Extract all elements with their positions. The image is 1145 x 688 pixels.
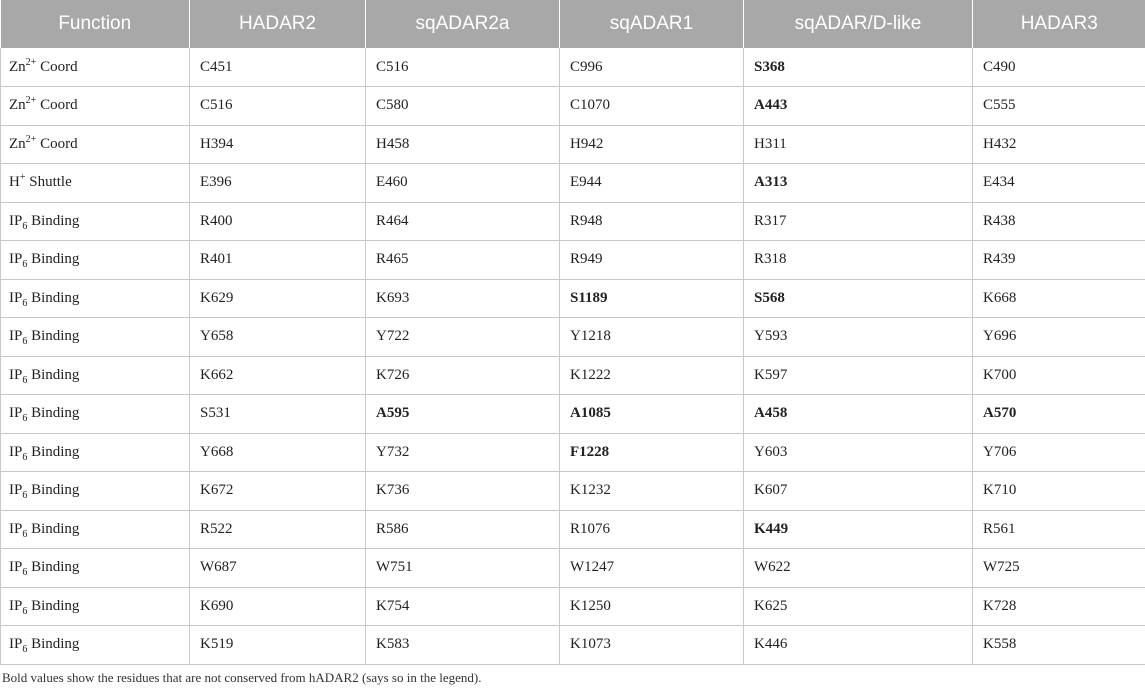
function-cell xyxy=(1,433,190,472)
sqadar2a-cell: R464 xyxy=(366,202,560,241)
table-row xyxy=(1,279,1145,318)
function-name: IP xyxy=(9,636,23,653)
sqadar2a-cell: K726 xyxy=(366,356,560,395)
sqadar-d-like-cell: A443 xyxy=(744,87,973,126)
function-name: IP xyxy=(9,251,23,268)
table-row xyxy=(1,510,1145,549)
function-cell xyxy=(1,356,190,395)
hadar3-cell: R438 xyxy=(973,202,1145,241)
sqadar1-cell: A1085 xyxy=(560,395,744,434)
hadar3-cell: A570 xyxy=(973,395,1145,434)
function-name: IP xyxy=(9,289,23,306)
sqadar-d-like-cell: K449 xyxy=(744,510,973,549)
function-subscript: 6 xyxy=(22,336,28,348)
function-cell xyxy=(1,472,190,511)
table-footnote: Bold values show the residues that are not conserved from hADAR2 (says so in the legend). xyxy=(2,670,482,685)
sqadar2a-cell: K583 xyxy=(366,626,560,665)
function-subscript: 6 xyxy=(22,413,28,425)
function-name: Zn xyxy=(9,97,26,114)
function-name: IP xyxy=(9,559,23,576)
function-cell xyxy=(1,202,190,241)
function-subscript: 6 xyxy=(22,451,28,463)
hadar3-cell: H432 xyxy=(973,125,1145,164)
function-name: IP xyxy=(9,328,23,345)
sqadar2a-cell: R465 xyxy=(366,241,560,280)
function-name: IP xyxy=(9,366,23,383)
header-sqadar2a: sqADAR2a xyxy=(366,0,560,48)
function-subscript: 6 xyxy=(22,297,28,309)
hadar2-cell: C451 xyxy=(190,48,366,87)
hadar2-cell: K519 xyxy=(190,626,366,665)
function-cell xyxy=(1,626,190,665)
function-label: Binding xyxy=(27,212,80,229)
function-superscript: 2+ xyxy=(25,95,37,107)
sqadar-d-like-cell: K446 xyxy=(744,626,973,665)
table-row xyxy=(1,318,1145,357)
function-label: Binding xyxy=(27,289,80,306)
sqadar2a-cell: H458 xyxy=(366,125,560,164)
hadar3-cell: C555 xyxy=(973,87,1145,126)
function-cell xyxy=(1,164,190,203)
hadar2-cell: Y668 xyxy=(190,433,366,472)
sqadar2a-cell: W751 xyxy=(366,549,560,588)
sqadar-d-like-cell: A458 xyxy=(744,395,973,434)
header-row xyxy=(1,0,1145,48)
function-label: Binding xyxy=(27,559,80,576)
sqadar2a-cell: E460 xyxy=(366,164,560,203)
function-cell xyxy=(1,318,190,357)
function-label: Binding xyxy=(27,251,80,268)
sqadar-d-like-cell: Y593 xyxy=(744,318,973,357)
hadar3-cell: Y696 xyxy=(973,318,1145,357)
hadar3-cell: W725 xyxy=(973,549,1145,588)
table-row xyxy=(1,549,1145,588)
hadar2-cell: W687 xyxy=(190,549,366,588)
sqadar-d-like-cell: K607 xyxy=(744,472,973,511)
hadar3-cell: K558 xyxy=(973,626,1145,665)
sqadar2a-cell: Y732 xyxy=(366,433,560,472)
sqadar1-cell: H942 xyxy=(560,125,744,164)
header-hadar2: HADAR2 xyxy=(190,0,366,48)
sqadar1-cell: K1250 xyxy=(560,587,744,626)
sqadar1-cell: R949 xyxy=(560,241,744,280)
table-row xyxy=(1,202,1145,241)
function-label: Binding xyxy=(27,443,80,460)
function-superscript: 2+ xyxy=(25,56,37,68)
sqadar2a-cell: Y722 xyxy=(366,318,560,357)
header-hadar3: HADAR3 xyxy=(973,0,1145,48)
sqadar2a-cell: R586 xyxy=(366,510,560,549)
function-cell xyxy=(1,241,190,280)
function-name: IP xyxy=(9,520,23,537)
function-cell xyxy=(1,549,190,588)
function-name: IP xyxy=(9,597,23,614)
sqadar-d-like-cell: Y603 xyxy=(744,433,973,472)
function-subscript: 6 xyxy=(22,490,28,502)
sqadar-d-like-cell: R318 xyxy=(744,241,973,280)
function-subscript: 6 xyxy=(22,644,28,656)
hadar2-cell: Y658 xyxy=(190,318,366,357)
hadar2-cell: R400 xyxy=(190,202,366,241)
header-sqadar-d-like: sqADAR/D-like xyxy=(744,0,973,48)
table-row xyxy=(1,87,1145,126)
function-cell xyxy=(1,279,190,318)
hadar2-cell: K690 xyxy=(190,587,366,626)
function-label: Binding xyxy=(27,366,80,383)
function-name: Zn xyxy=(9,58,26,75)
hadar3-cell: R439 xyxy=(973,241,1145,280)
sqadar-d-like-cell: K597 xyxy=(744,356,973,395)
sqadar2a-cell: K693 xyxy=(366,279,560,318)
hadar2-cell: R522 xyxy=(190,510,366,549)
function-label: Binding xyxy=(27,520,80,537)
function-subscript: 6 xyxy=(22,567,28,579)
sqadar1-cell: K1232 xyxy=(560,472,744,511)
hadar2-cell: E396 xyxy=(190,164,366,203)
table-row xyxy=(1,433,1145,472)
function-cell xyxy=(1,395,190,434)
table-body xyxy=(1,48,1145,664)
sqadar2a-cell: C580 xyxy=(366,87,560,126)
sqadar1-cell: R948 xyxy=(560,202,744,241)
function-cell xyxy=(1,48,190,87)
sqadar1-cell: E944 xyxy=(560,164,744,203)
table-row xyxy=(1,164,1145,203)
sqadar2a-cell: K754 xyxy=(366,587,560,626)
hadar2-cell: S531 xyxy=(190,395,366,434)
sqadar2a-cell: A595 xyxy=(366,395,560,434)
function-name: IP xyxy=(9,482,23,499)
function-label: Binding xyxy=(27,482,80,499)
hadar2-cell: K672 xyxy=(190,472,366,511)
function-name: IP xyxy=(9,405,23,422)
hadar2-cell: K629 xyxy=(190,279,366,318)
sqadar1-cell: K1222 xyxy=(560,356,744,395)
function-subscript: 6 xyxy=(22,374,28,386)
function-superscript: + xyxy=(19,172,26,184)
sqadar2a-cell: C516 xyxy=(366,48,560,87)
table-row xyxy=(1,472,1145,511)
hadar3-cell: K700 xyxy=(973,356,1145,395)
sqadar1-cell: Y1218 xyxy=(560,318,744,357)
function-name: IP xyxy=(9,212,23,229)
table-row xyxy=(1,395,1145,434)
table-row xyxy=(1,241,1145,280)
sqadar-d-like-cell: S368 xyxy=(744,48,973,87)
sqadar-d-like-cell: H311 xyxy=(744,125,973,164)
sqadar-d-like-cell: S568 xyxy=(744,279,973,318)
sqadar1-cell: K1073 xyxy=(560,626,744,665)
function-cell xyxy=(1,587,190,626)
function-label: Shuttle xyxy=(25,174,72,191)
table-row xyxy=(1,125,1145,164)
function-subscript: 6 xyxy=(22,528,28,540)
sqadar1-cell: C1070 xyxy=(560,87,744,126)
hadar3-cell: K710 xyxy=(973,472,1145,511)
sqadar1-cell: F1228 xyxy=(560,433,744,472)
hadar2-cell: K662 xyxy=(190,356,366,395)
function-cell xyxy=(1,125,190,164)
function-subscript: 6 xyxy=(22,605,28,617)
hadar2-cell: H394 xyxy=(190,125,366,164)
function-label: Binding xyxy=(27,597,80,614)
function-label: Coord xyxy=(36,135,78,152)
sqadar-d-like-cell: R317 xyxy=(744,202,973,241)
hadar2-cell: C516 xyxy=(190,87,366,126)
hadar3-cell: R561 xyxy=(973,510,1145,549)
sqadar-d-like-cell: K625 xyxy=(744,587,973,626)
function-subscript: 6 xyxy=(22,259,28,271)
hadar3-cell: K668 xyxy=(973,279,1145,318)
header-sqadar1: sqADAR1 xyxy=(560,0,744,48)
hadar3-cell: K728 xyxy=(973,587,1145,626)
hadar2-cell: R401 xyxy=(190,241,366,280)
sqadar1-cell: R1076 xyxy=(560,510,744,549)
hadar3-cell: E434 xyxy=(973,164,1145,203)
function-label: Binding xyxy=(27,636,80,653)
table-row xyxy=(1,48,1145,87)
function-name: Zn xyxy=(9,135,26,152)
header-function: Function xyxy=(1,0,190,48)
function-label: Binding xyxy=(27,328,80,345)
function-superscript: 2+ xyxy=(25,133,37,145)
function-name: H xyxy=(9,174,20,191)
function-cell xyxy=(1,87,190,126)
hadar3-cell: Y706 xyxy=(973,433,1145,472)
function-cell xyxy=(1,510,190,549)
function-label: Coord xyxy=(36,97,78,114)
sqadar-d-like-cell: A313 xyxy=(744,164,973,203)
sqadar1-cell: C996 xyxy=(560,48,744,87)
sqadar-d-like-cell: W622 xyxy=(744,549,973,588)
function-label: Coord xyxy=(36,58,78,75)
function-subscript: 6 xyxy=(22,220,28,232)
table-row xyxy=(1,626,1145,665)
sqadar1-cell: W1247 xyxy=(560,549,744,588)
function-name: IP xyxy=(9,443,23,460)
sqadar1-cell: S1189 xyxy=(560,279,744,318)
table-header xyxy=(1,0,1145,48)
function-label: Binding xyxy=(27,405,80,422)
sqadar2a-cell: K736 xyxy=(366,472,560,511)
table-row xyxy=(1,587,1145,626)
hadar3-cell: C490 xyxy=(973,48,1145,87)
table-row xyxy=(1,356,1145,395)
